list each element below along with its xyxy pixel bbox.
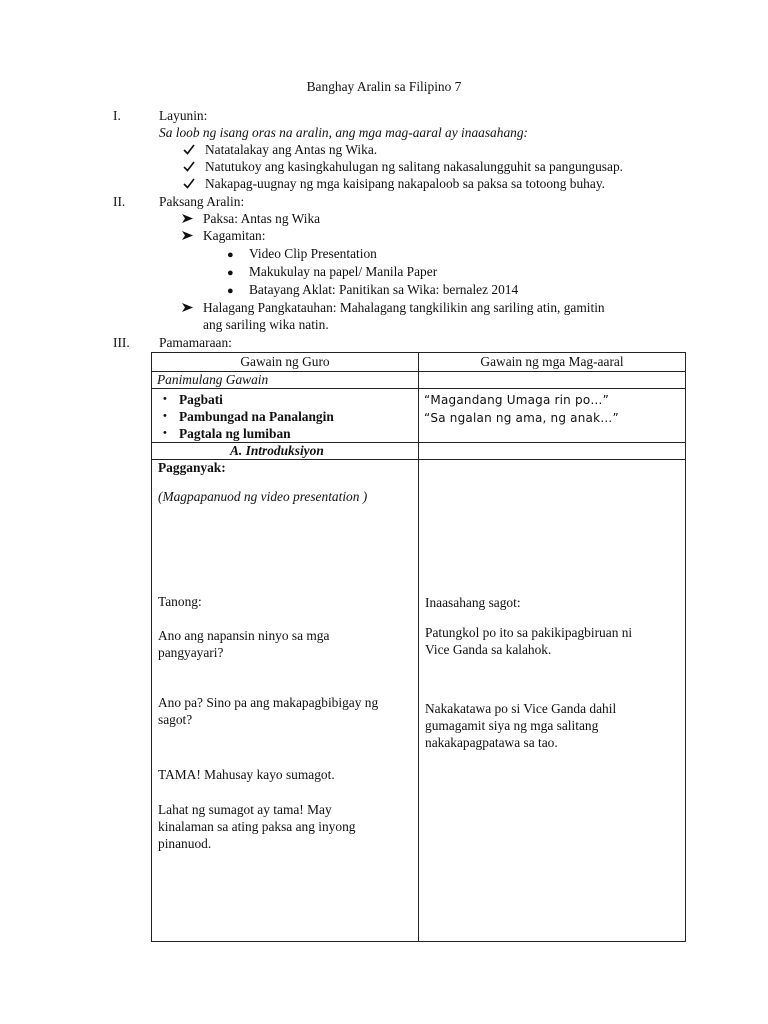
list-item: • Pagbati — [157, 391, 413, 408]
section-heading-paksang-aralin: Paksang Aralin: — [159, 194, 245, 209]
section-numeral-3: III. — [113, 335, 130, 350]
kagamitan-text: Kagamitan: — [203, 228, 266, 243]
checkmark-icon — [183, 142, 205, 158]
halaga-text-continued: ang sariling wika natin. — [203, 317, 329, 332]
document-title: Banghay Aralin sa Filipino 7 — [306, 79, 462, 94]
lesson-plan-table — [151, 352, 686, 942]
student-greeting: “Magandang Umaga rin po…” — [424, 393, 609, 407]
arrow-bullet-icon — [181, 228, 203, 244]
section-heading-layunin: Layunin: — [159, 108, 208, 123]
material-item — [227, 246, 377, 262]
header-teacher: Gawain ng Guro — [152, 353, 419, 372]
bullet-icon: ● — [227, 267, 234, 279]
question-1: Ano ang napansin ninyo sa mga — [158, 628, 330, 643]
pagganyak-label: Pagganyak: — [158, 460, 226, 475]
student-greetings-cell — [419, 389, 686, 443]
header-student: Gawain ng mga Mag-aaral — [419, 353, 686, 372]
section-numeral-2: II. — [113, 194, 126, 209]
bullet-icon: ● — [227, 285, 234, 297]
material-item — [227, 264, 437, 280]
objective-text: Natatalakay ang Antas ng Wika. — [205, 142, 378, 157]
arrow-bullet-icon — [181, 211, 203, 227]
expected-answer-label: Inaasahang sagot: — [425, 595, 521, 610]
material-text: Batayang Aklat: Panitikan sa Wika: bernalez 2014 — [249, 282, 519, 297]
answer-2-cont: gumagamit siya ng mga salitang — [425, 718, 599, 733]
tanong-label: Tanong: — [158, 594, 202, 609]
checkmark-icon — [183, 159, 205, 175]
intro-label: A. Introduksiyon — [152, 443, 419, 460]
arrow-bullet-icon — [181, 300, 203, 316]
table-header-row — [152, 353, 686, 372]
closing-text: Lahat ng sumagot ay tama! May — [158, 802, 332, 817]
answer-1: Patungkol po ito sa pakikipagbiruan ni — [425, 625, 633, 640]
objective-item — [183, 176, 605, 192]
empty-cell — [419, 372, 686, 389]
question-1-cont: pangyayari? — [158, 645, 224, 660]
greetings-cell — [152, 389, 419, 443]
material-item — [227, 282, 518, 298]
list-item: • Pambungad na Panalangin — [157, 408, 413, 425]
objective-text: Nakapag-uugnay ng mga kaisipang nakapaloob sa paksa sa totoong buhay. — [205, 176, 605, 191]
closing-text-cont: kinalaman sa ating paksa ang inyong — [158, 819, 356, 834]
question-2-cont: sagot? — [158, 712, 193, 727]
material-text: Video Clip Presentation — [249, 246, 377, 261]
list-item: • Pagtala ng lumiban — [157, 425, 413, 442]
material-text: Makukulay na papel/ Manila Paper — [249, 264, 438, 279]
halaga-text: Halagang Pangkatauhan: Mahalagang tangkilikin ang sariling atin, gamitin — [203, 300, 605, 315]
kagamitan-item — [181, 228, 265, 244]
objective-item — [183, 142, 377, 158]
greetings-list — [157, 391, 413, 442]
teacher-main-cell — [152, 460, 419, 942]
panimula-label: Panimulang Gawain — [152, 372, 419, 389]
paksa-item — [181, 211, 320, 227]
answer-2-cont: nakakapagpatawa sa tao. — [425, 735, 558, 750]
video-note: (Magpapanuod ng video presentation ) — [158, 489, 368, 504]
table-row — [152, 460, 686, 942]
empty-cell — [419, 443, 686, 460]
paksa-text: Paksa: Antas ng Wika — [203, 211, 321, 226]
answer-2: Nakakatawa po si Vice Ganda dahil — [425, 701, 617, 716]
objective-text: Natutukoy ang kasingkahulugan ng salitang nakasalungguhit sa pangungusap. — [205, 159, 624, 174]
table-row — [152, 389, 686, 443]
halaga-item — [181, 300, 605, 316]
section-heading-pamamaraan: Pamamaraan: — [159, 335, 232, 350]
praise-text: TAMA! Mahusay kayo sumagot. — [158, 767, 335, 782]
objectives-intro: Sa loob ng isang oras na aralin, ang mga mag-aaral ay inaasahang: — [159, 125, 528, 140]
closing-text-cont: pinanuod. — [158, 836, 212, 851]
student-main-cell — [419, 460, 686, 942]
bullet-icon: ● — [227, 249, 234, 261]
objective-item — [183, 159, 623, 175]
student-greeting: “Sa ngalan ng ama, ng anak…” — [424, 411, 619, 425]
checkmark-icon — [183, 176, 205, 192]
answer-1-cont: Vice Ganda sa kalahok. — [425, 642, 552, 657]
section-numeral-1: I. — [113, 108, 121, 123]
question-2: Ano pa? Sino pa ang makapagbibigay ng — [158, 695, 379, 710]
table-row — [152, 372, 686, 389]
table-row — [152, 443, 686, 460]
